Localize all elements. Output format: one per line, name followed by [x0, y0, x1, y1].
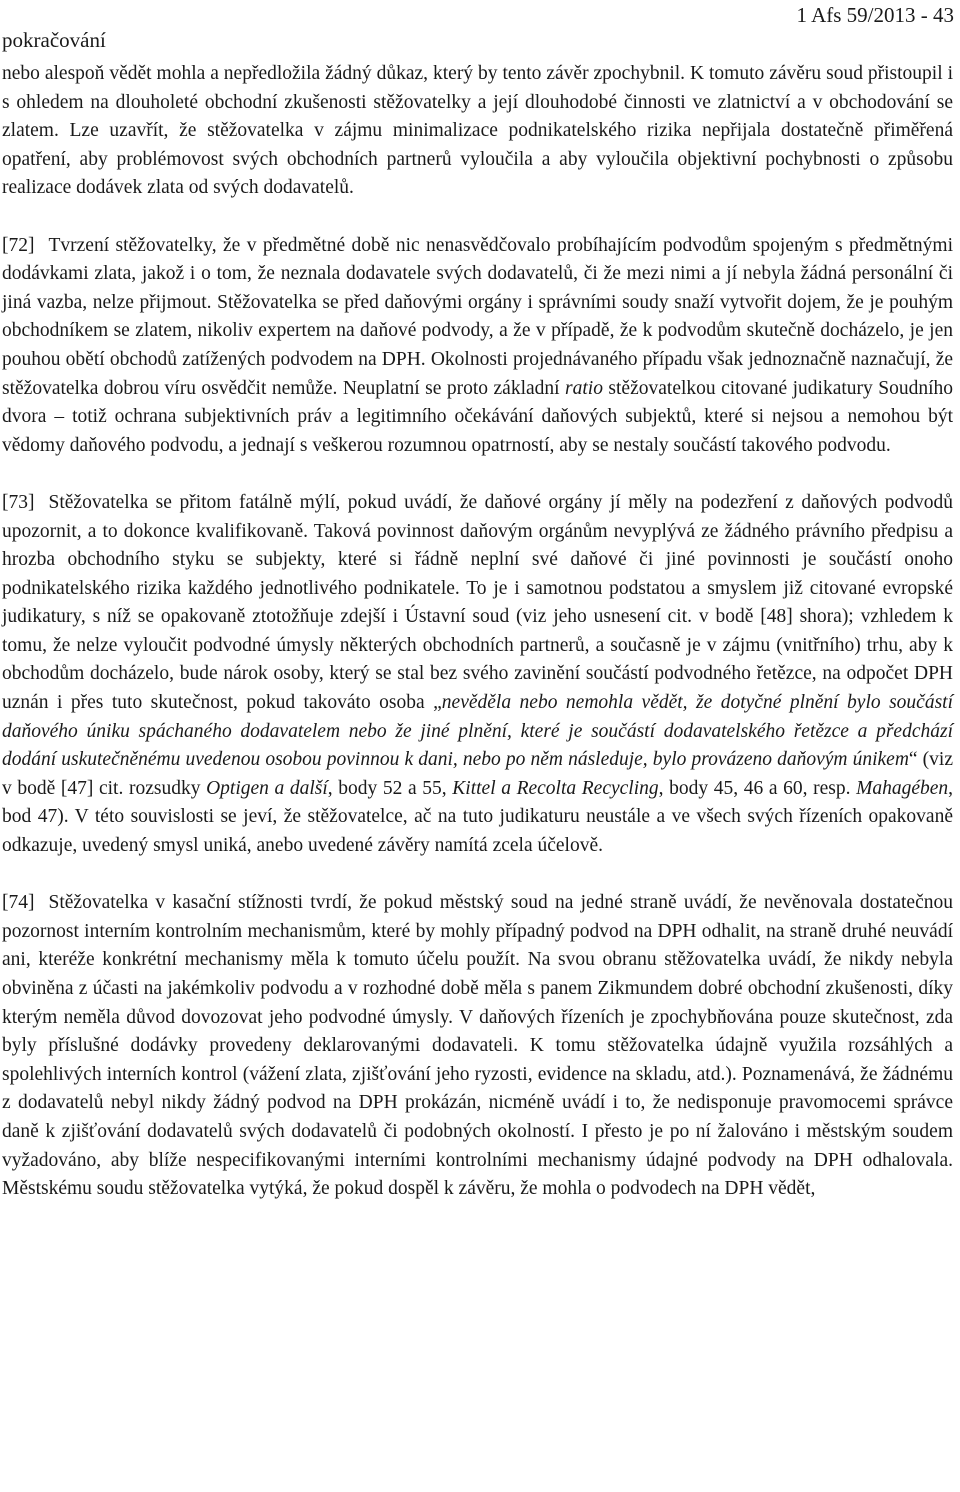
- paragraph: [2, 60, 953, 203]
- continuation-label: pokračování: [2, 28, 106, 52]
- paragraph: [2, 889, 953, 1204]
- body-text: [2, 60, 953, 1204]
- paragraph-number: [74]: [2, 892, 35, 914]
- paragraph-number: [73]: [2, 491, 35, 513]
- paragraph-text: Tvrzení stěžovatelky, že v předmětné době nic nenasvědčovalo probíhajícím podvodům spojeným s předmětnými dodávkami zlata, jakož i o tom, že neznala dodavatele svých dodavatelů, či že mezi nimi a jí nebyla žádná personální či jiná vazba, nelze přijmout. Stěžovatelka se před daňovými orgány i správními soudy snaží vytvořit dojem, že je pouhým obchodníkem se zlatem, nikoliv expertem na daňové podvody, a že v případě, že k podvodům skutečně docházelo, je jen pouhou obětí obchodů zatížených podvodem na DPH. Okolnosti projednávaného případu však jednoznačně naznačují, že stěžovatelka dobrou víru osvědčit nemůže. Neuplatní se proto základní: [2, 234, 953, 399]
- paragraph-text: , body 45, 46 a 60, resp.: [658, 777, 857, 799]
- paragraph-text: stěžovatelkou citované judikatury Soudního dvora – totiž ochrana subjektivních práv a legitimního očekávání daňových subjektů, které si nejsou a nemohou být vědomy daňového podvodu, a jednají s veškerou rozumnou opatrností, aby se nestaly součástí takového podvodu.: [2, 377, 953, 456]
- paragraph-number: [72]: [2, 234, 35, 256]
- paragraph-text: nebo alespoň vědět mohla a nepředložila žádný důkaz, který by tento závěr zpochybnil. K tomuto závěru soud přistoupil i s ohledem na dlouholeté obchodní zkušenosti stěžovatelky a její dlouhodobé činnosti ve zlatnictví a v obchodování se zlatem. Lze uzavřít, že stěžovatelka v zájmu minimalizace podnikatelského rizika nepřijala dostatečně přiměřená opatření, aby problémovost svých obchodních partnerů vyloučila a aby vyloučila objektivní pochybnosti o způsobu realizace dodávek zlata od svých dodavatelů.: [2, 63, 953, 199]
- paragraph: [2, 489, 953, 861]
- paragraph-text: Stěžovatelka se přitom fatálně mýlí, pokud uvádí, že daňové orgány jí měly na podezření z daňových podvodů upozornit, a to dokonce kvalifikovaně. Taková povinnost daňovým orgánům nevyplývá ze žádného právního předpisu a hrozba obchodního styku se subjekty, které si řádně neplní své daňové či jiné povinnosti je součástí onoho podnikatelského rizika každého jednotlivého podnikatele. To je i samotnou podstatou a smyslem již citované evropské judikatury, s níž se opakovaně ztotožňuje zdejší i Ústavní soud (viz jeho usnesení cit. v bodě [48] shora); vzhledem k tomu, že nelze vyloučit podvodné úmysly některých obchodních partnerů, a současně je v zájmu (vnitřního) trhu, aby k obchodům docházelo, bude nárok osoby, který se stal bez svého zavinění součástí podvodného řetězce, na odpočet DPH uznán i přes tuto skutečnost, pokud takováto osoba „: [2, 491, 953, 714]
- italic-text: Kittel a Recolta Recycling: [452, 777, 659, 799]
- paragraph-text: , bod 47). V této souvislosti se jeví, že stěžovatelce, ač na tuto judikaturu neustále a ve všech svých řízeních opakovaně odkazuje, uvedený smysl uniká, anebo uvedené závěry namítá zcela účelově.: [2, 777, 954, 857]
- paragraph-text: “ (viz v bodě [47] cit. rozsudky: [2, 749, 953, 799]
- paragraph-text: Stěžovatelka v kasační stížnosti tvrdí, že pokud městský soud na jedné straně uvádí, že nevěnovala dostatečnou pozornost interním kontrolním mechanismům, které by mohly případný podvod na DPH odhalit, na straně druhé neuvádí ani, kteréže konkrétní mechanismy měla k tomuto účelu použít. Na svou obranu stěžovatelka uvádí, že nikdy nebyla obviněna z účasti na jakémkoliv podvodu a v rozhodné době měla s panem Zikmundem dobré obchodní zkušenosti, díky kterým neměla důvod dovozovat jeho podvodné úmysly. V daňových řízeních je zpochybňována pouze skutečnost, zda byly příslušné dodávky provedeny deklarovanými dodavateli. K tomu stěžovatelka údajně využila rozsáhlých a spolehlivých interních kontrol (vážení zlata, zjišťování jeho ryzosti, evidence na skladu, atd.). Poznamenává, že žádnému z dodavatelů nebyl nikdy žádný podvod na DPH prokázán, nicméně uvádí i to, že nedisponuje pravomocemi správce daně k zjišťování dodavatelů svých dodavatelů či podobných okolností. I přesto je po ní žalováno i městským soudem vyžadováno, aby blíže nespecifikovanými interními kontrolními mechanismy údajné podvody na DPH odhalovala. Městskému soudu stěžovatelka vytýká, že pokud dospěl k závěru, že mohla o podvodech na DPH vědět,: [2, 892, 953, 1200]
- italic-text: nevěděla nebo nemohla vědět, že dotyčné plnění bylo součástí daňového úniku spáchaného dodavatelem nebo že jiné plnění, které je součástí dodavatelského řetězce a předchází dodání uskutečněnému uvedenou osobou povinnou k dani, nebo po něm následuje, bylo provázeno daňovým únikem: [2, 692, 954, 771]
- paragraph-text: , body 52 a 55,: [327, 777, 453, 799]
- case-number: 1 Afs 59/2013 - 43: [796, 3, 954, 27]
- italic-text: Optigen a další: [206, 777, 328, 799]
- italic-text: Mahagében: [856, 777, 949, 799]
- paragraph: [2, 232, 953, 461]
- italic-text: ratio: [565, 377, 603, 399]
